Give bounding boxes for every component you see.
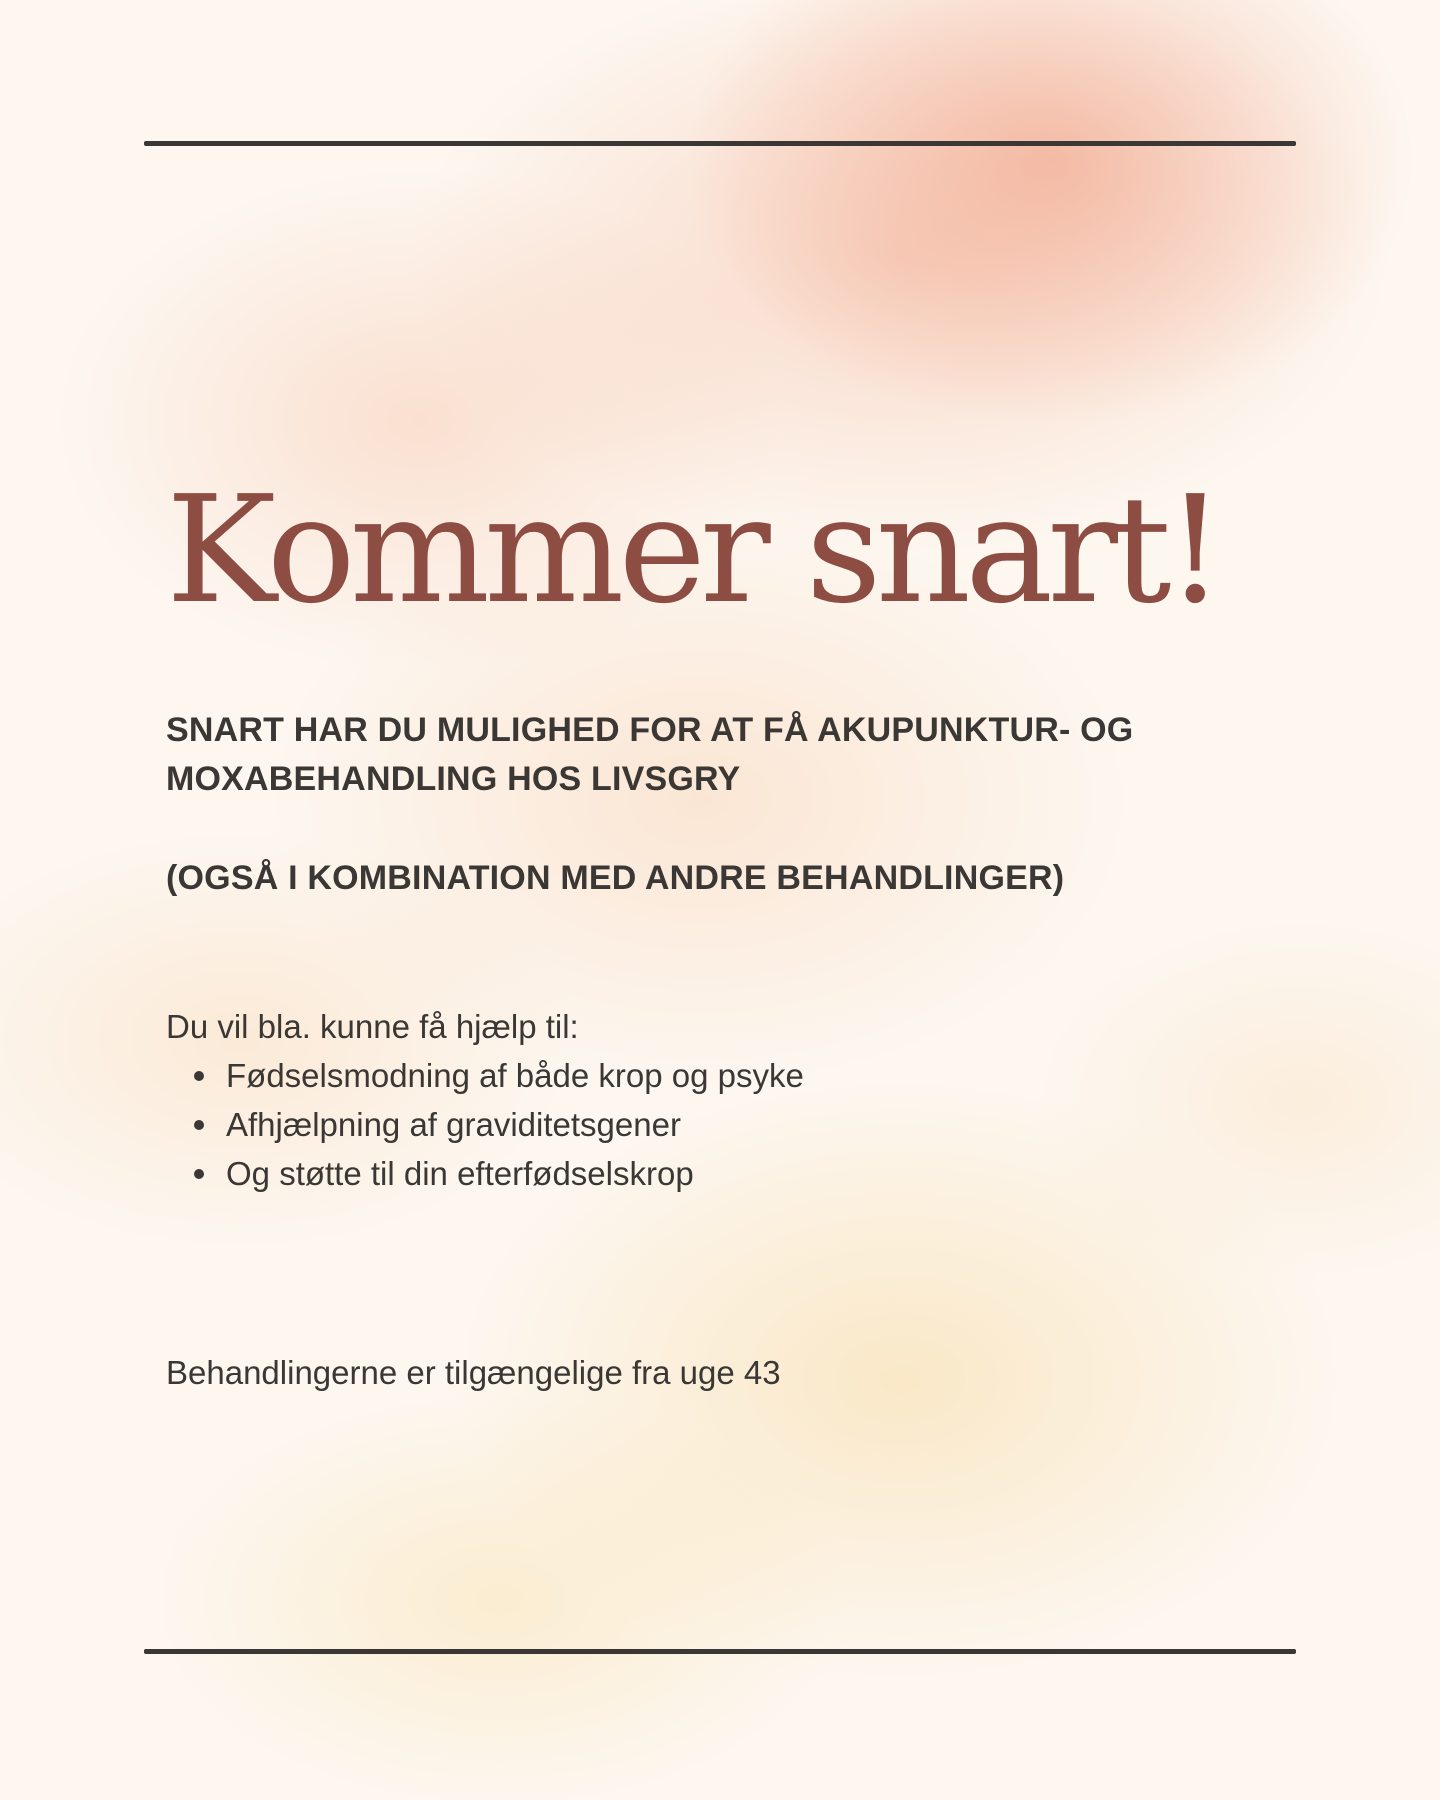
- list-item-text: Og støtte til din efterfødselskrop: [226, 1155, 694, 1192]
- list-item: [166, 1051, 804, 1100]
- list-item: [166, 1100, 804, 1149]
- page-title: Kommer snart!: [166, 464, 1219, 636]
- availability-note: Behandlingerne er tilgængelige fra uge 43: [166, 1354, 781, 1391]
- headline-primary: SNART HAR DU MULIGHED FOR AT FÅ AKUPUNKTUR- OG MOXABEHANDLING HOS LIVSGRY: [166, 711, 1134, 798]
- headline-secondary: (OGSÅ I KOMBINATION MED ANDRE BEHANDLINGER): [166, 859, 1065, 897]
- list-item-text: Afhjælpning af graviditetsgener: [226, 1106, 681, 1143]
- intro-text: Du vil bla. kunne få hjælp til:: [166, 1008, 579, 1045]
- bullet-icon: [194, 1071, 204, 1081]
- benefits-list: [166, 1051, 804, 1198]
- list-item-text: Fødselsmodning af både krop og psyke: [226, 1057, 804, 1094]
- top-divider: [144, 141, 1296, 146]
- bullet-icon: [194, 1120, 204, 1130]
- bullet-icon: [194, 1169, 204, 1179]
- list-item: [166, 1149, 804, 1198]
- bottom-divider: [144, 1649, 1296, 1654]
